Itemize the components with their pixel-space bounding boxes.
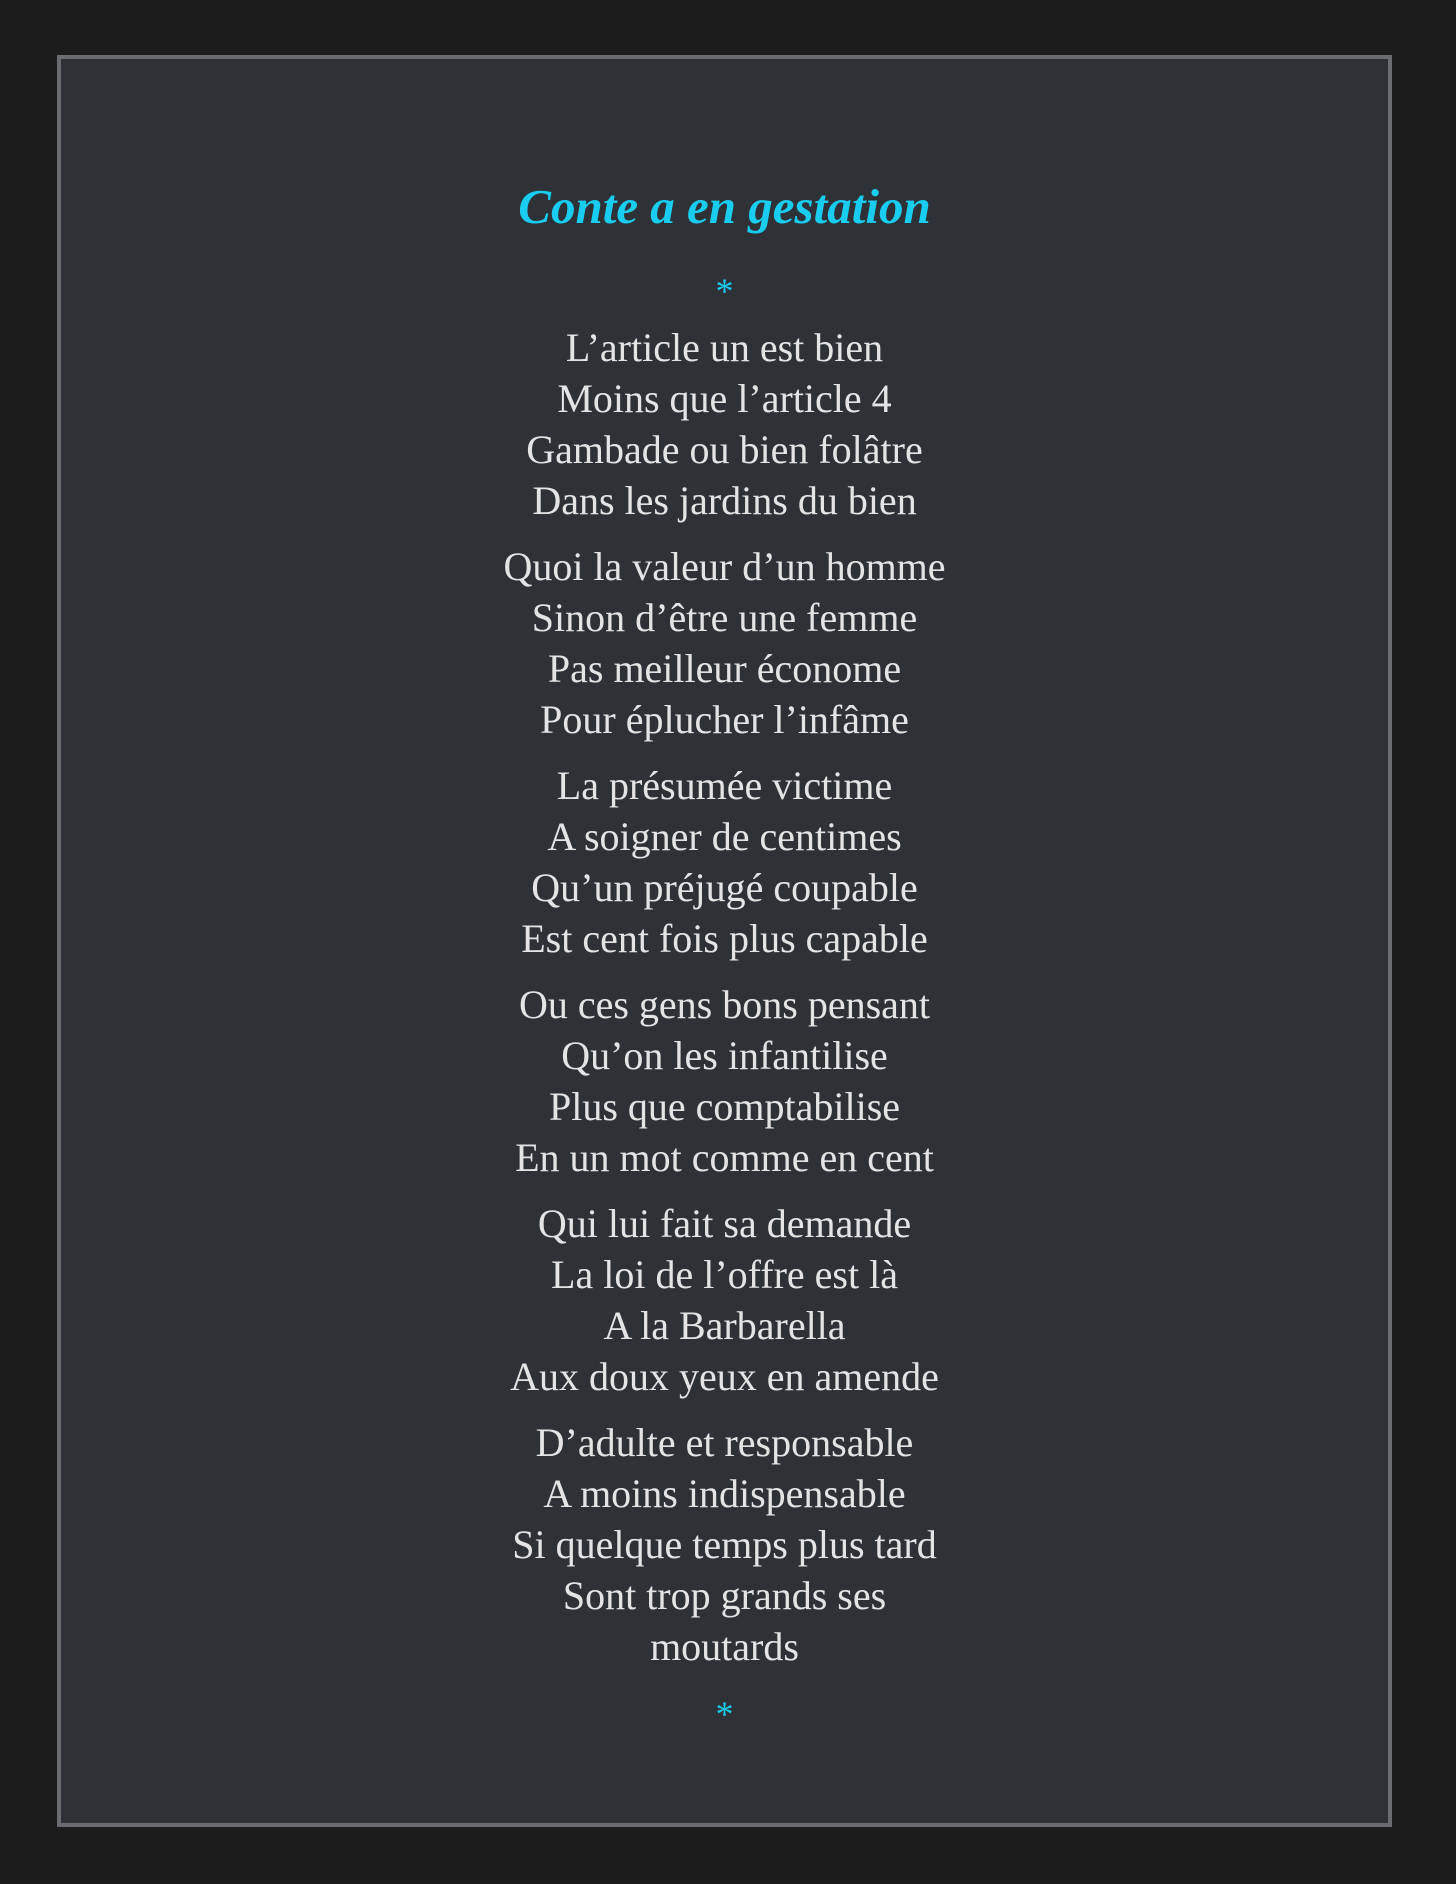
verse-line: Sont trop grands ses (562, 1573, 887, 1618)
stanza-5 (61, 1198, 1388, 1402)
verse-line: Est cent fois plus capable (521, 916, 928, 961)
verse-line: Pour éplucher l’infâme (540, 697, 909, 742)
verse-line: Sinon d’être une femme (531, 595, 918, 640)
verse-line: Plus que comptabilise (548, 1084, 901, 1129)
ornament-top: * (715, 271, 734, 311)
verse-line: Si quelque temps plus tard (512, 1522, 937, 1567)
verse-line: Dans les jardins du bien (532, 478, 917, 523)
stanza-3 (61, 760, 1388, 964)
verse-line: Qui lui fait sa demande (537, 1201, 912, 1246)
stanza-6 (61, 1417, 1388, 1672)
stanza-1 (61, 322, 1388, 526)
verse-line: A soigner de centimes (547, 814, 902, 859)
poem-title: Conte a en gestation (518, 179, 931, 234)
verse-line: La présumée victime (556, 763, 893, 808)
verse-line: Qu’un préjugé coupable (531, 865, 918, 910)
verse-line: Quoi la valeur d’un homme (503, 544, 946, 589)
verse-line: Moins que l’article 4 (557, 376, 892, 421)
verse-line: A la Barbarella (603, 1303, 846, 1348)
poem-body (61, 322, 1388, 1687)
verse-line: Ou ces gens bons pensant (518, 982, 931, 1027)
verse-line: En un mot comme en cent (515, 1135, 934, 1180)
verse-line: Gambade ou bien folâtre (526, 427, 923, 472)
verse-line: moutards (650, 1624, 799, 1669)
verse-line: L’article un est bien (565, 325, 884, 370)
stanza-2 (61, 541, 1388, 745)
stanza-4 (61, 979, 1388, 1183)
verse-line: Pas meilleur économe (547, 646, 902, 691)
verse-line: A moins indispensable (543, 1471, 906, 1516)
poem-card (57, 55, 1392, 1827)
ornament-bottom: * (715, 1694, 734, 1734)
verse-line: La loi de l’offre est là (551, 1252, 898, 1297)
verse-line: Qu’on les infantilise (561, 1033, 888, 1078)
verse-line: D’adulte et responsable (535, 1420, 914, 1465)
verse-line: Aux doux yeux en amende (510, 1354, 939, 1399)
